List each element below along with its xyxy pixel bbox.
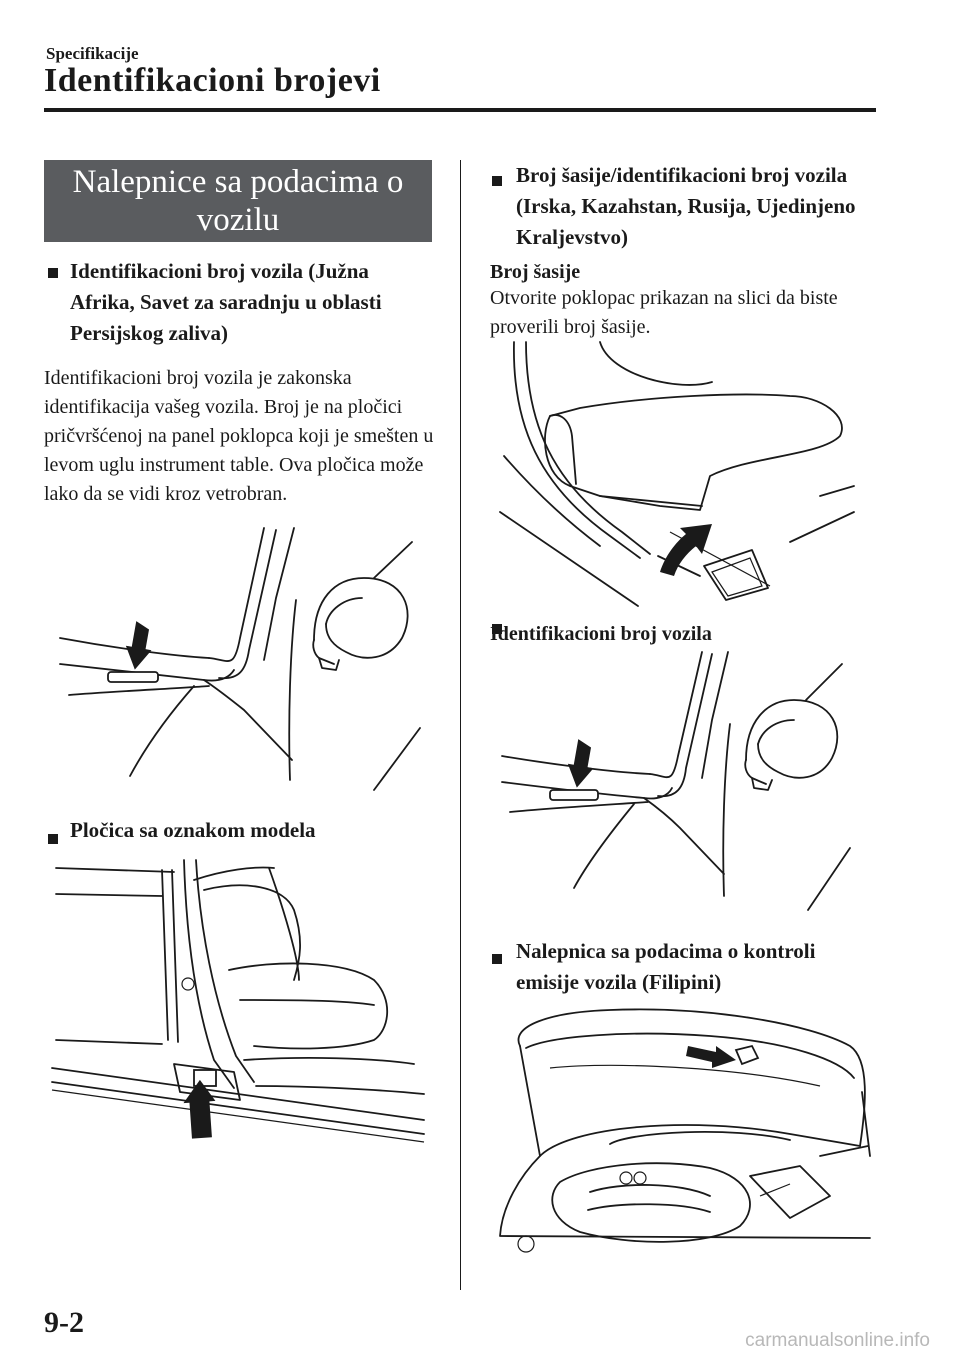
chassis-number-illustration [490,336,870,616]
bullet-icon [492,954,502,964]
chassis-heading: Broj šasije/identifikacioni broj vozila (Irska, Kazahstan, Rusija, Ujedinjeno Kraljevstvo) [516,163,856,249]
emission-label-illustration [490,1006,880,1256]
watermark: carmanualsonline.info [745,1330,930,1351]
bullet-icon [48,268,58,278]
chassis-label: Broj šasije [490,261,581,283]
vin-heading: Identifikacioni broj vozila (Južna Afrika, Savet za saradnju u oblasti Persijskog zaliva) [70,259,382,345]
title-rule [44,108,876,112]
section-banner: Nalepnice sa podacima o vozilu [44,160,432,242]
bullet-icon [48,834,58,844]
bullet-icon [492,176,502,186]
page-number: 9-2 [44,1306,84,1339]
vin-windshield-illustration [44,520,444,800]
section-label: Specifikacije [46,44,139,63]
vin-label: Identifikacioni broj vozila [490,623,712,645]
chassis-body-text: Otvorite poklopac prikazan na slici da biste proverili broj šasije. [490,287,838,338]
vin-body-text: Identifikacioni broj vozila je zakonska identifikacija vašeg vozila. Broj je na pločici pričvršćenoj na panel poklopca koji je smešten u levom uglu instrument table. Ova pločica može lako da se vidi kroz vetrobran. [44,367,434,505]
model-plate-illustration [44,850,444,1150]
column-divider [460,160,461,1290]
page-title: Identifikacioni brojevi [44,62,381,99]
vin-windshield-illustration-right [490,648,870,920]
emission-heading: Nalepnica sa podacima o kontroli emisije vozila (Filipini) [516,939,816,994]
model-plate-heading: Pločica sa oznakom modela [70,818,316,842]
